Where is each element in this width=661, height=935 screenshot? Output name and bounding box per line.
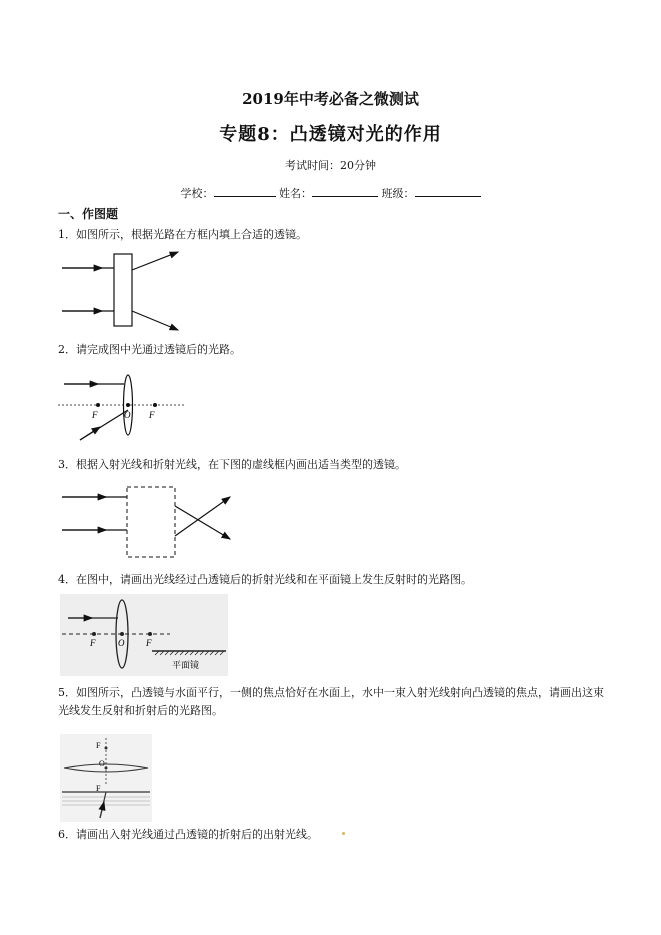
- question-3: 3．根据入射光线和折射光线，在下图的虚线框内画出适当类型的透镜。: [58, 458, 406, 471]
- question-1: 1．如图所示，根据光路在方框内填上合适的透镜。: [58, 228, 307, 241]
- figure-3: [58, 484, 238, 564]
- figure-4-photo: [60, 594, 228, 676]
- fig4-optical-center-label: O: [118, 638, 125, 648]
- exam-time: [0, 157, 661, 173]
- dashed-lens-box[interactable]: [127, 487, 175, 557]
- name-label: 姓名：: [279, 187, 312, 200]
- school-label: 学校：: [180, 187, 214, 200]
- exam-time-label: 考试时间：: [285, 159, 340, 172]
- figure-2: [58, 370, 188, 450]
- figure-1-box: [114, 254, 132, 326]
- topic-title: 专题8：凸透镜对光的作用: [219, 124, 442, 145]
- fig5-optical-center-label: O: [99, 759, 105, 768]
- focus-left-label: F: [92, 410, 98, 420]
- question-5: 5．如图所示，凸透镜与水面平行，一侧的焦点恰好在水面上，水中一束入射光线射向凸透镜的焦点，请画出这束光线发生反射和折射后的光路图。: [58, 686, 604, 717]
- optical-center-label: O: [124, 410, 131, 420]
- student-info-line: [0, 185, 661, 201]
- ink-speck: [342, 832, 345, 835]
- class-label: 班级：: [381, 187, 415, 200]
- school-blank[interactable]: [214, 185, 276, 197]
- name-blank[interactable]: [312, 185, 378, 197]
- figure-1: [58, 248, 188, 338]
- fig5-focus-bottom-label: F: [96, 784, 101, 793]
- fig4-focus-left-label: F: [90, 638, 96, 648]
- figure-5-photo: [60, 734, 152, 822]
- class-blank[interactable]: [415, 185, 481, 197]
- question-4: 4．在图中，请画出光线经过凸透镜后的折射光线和在平面镜上发生反射时的光路图。: [58, 573, 472, 586]
- question-6: 6．请画出入射光线通过凸透镜的折射后的出射光线。: [58, 828, 318, 841]
- fig5-focus-top-label: F: [96, 741, 101, 750]
- fig4-focus-right-label: F: [146, 638, 152, 648]
- section-heading: 一、作图题: [58, 207, 119, 221]
- focus-right-label: F: [149, 410, 155, 420]
- question-2: 2．请完成图中光通过透镜后的光路。: [58, 343, 241, 356]
- plane-mirror-label: 平面镜: [172, 661, 200, 671]
- exam-series-title: 2019年中考必备之微测试: [242, 90, 419, 108]
- exam-time-value: 20分钟: [340, 159, 376, 172]
